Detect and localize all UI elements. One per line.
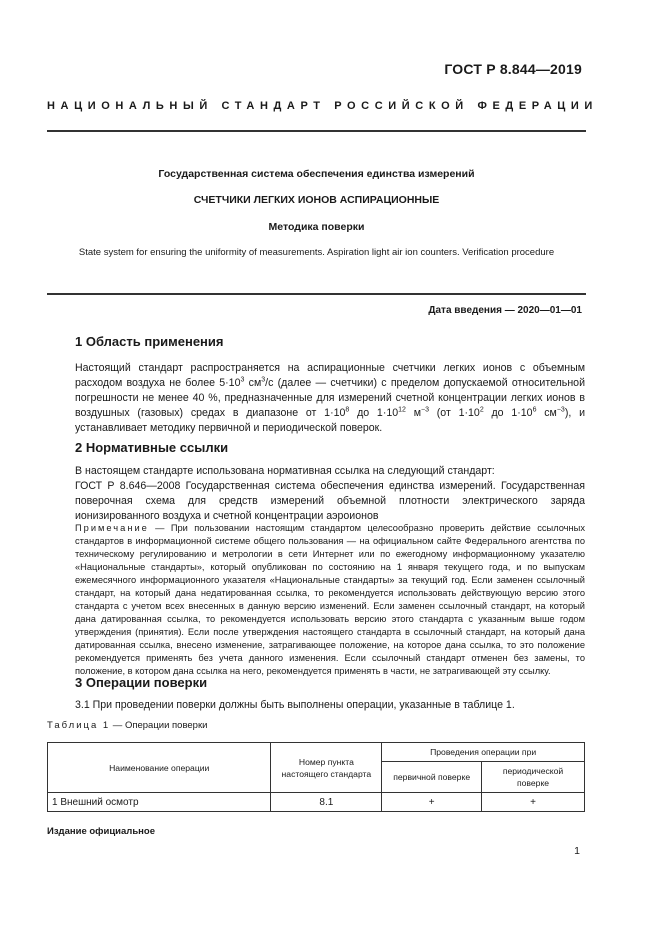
section-2-reference: ГОСТ Р 8.646—2008 Государственная система обеспечения единства измерений. Государственная поверочная схема для средств измерений объемной плотности электрического заряда ионизированного воздуха и счетной концентрации аэроионов [75,480,585,522]
text-run: см [536,407,557,419]
table-caption-label: Таблица 1 [47,720,111,731]
text-run: (от 1·10 [429,407,480,419]
superscript: 3 [261,376,266,384]
text-run: м [405,407,422,419]
cell-clause-number: 8.1 [271,793,382,812]
header-operation-name: Наименование операции [48,743,271,793]
note-paragraph [75,522,585,678]
gost-number: ГОСТ Р 8.844—2019 [444,61,582,77]
table-row [48,793,585,812]
text-run: до 1·10 [349,407,399,419]
operations-table [47,742,585,812]
title-english: State system for ensuring the uniformity of measurements. Aspiration light air ion counters. Verification procedure [78,247,555,258]
superscript: 2 [479,406,484,414]
title-main: СЧЕТЧИКИ ЛЕГКИХ ИОНОВ АСПИРАЦИОННЫЕ [193,194,440,206]
header-periodic: периодической поверке [482,762,585,793]
section-2-heading: 2 Нормативные ссылки [75,440,229,455]
section-1-heading: 1 Область применения [75,334,224,349]
header-group: Проведения операции при [382,743,585,762]
table-caption [47,720,207,731]
superscript: 8 [345,406,350,414]
note-text: — При пользовании настоящим стандартом целесообразно проверить действие ссылочных стандартов в информационной системе общего пользования — на официальном сайте Федерального агентства по техническому регулированию и метрологии в сети Интернет или по ежегодному информационному указателю «Национальные стандарты», который опубликован по состоянию на 1 января текущего года, и по выпускам ежемесячного информационного указателя «Национальные стандарты» за текущий год. Если заменен ссылочный стандарт, на который дана недатированная ссылка, то рекомендуется использовать действующую версию этого стандарта с учетом всех внесенных в данную версию изменений. Если заменен ссылочный стандарт, на который дана датированная ссылка, то рекомендуется использовать версию этого стандарта с указанным выше годом утверждения (принятия). Если после утверждения настоящего стандарта в ссылочный стандарт, на который дана датированная ссылка, внесено изменение, затрагивающее положение, на которое дана ссылка, то это положение рекомендуется применять без учета данного изменения. Если ссылочный стандарт отменен без замены, то положение, в котором дана ссылка на него, рекомендуется применять в части, не затрагивающей эту ссылку. [75,523,585,676]
official-edition: Издание официальное [47,826,155,837]
cell-primary: + [382,793,482,812]
page-number: 1 [574,845,580,857]
section-3-paragraph: 3.1 При проведении поверки должны быть выполнены операции, указанные в таблице 1. [75,699,515,711]
text-run: /с (далее — счетчики) с пределом допускаемой относительной погрешности не менее 40 %, предназначенные для измерений счетной концентрации легких ионов в воздушных (газовых) средах в диапазоне от 1·10 [75,377,585,419]
national-standard-banner: НАЦИОНАЛЬНЫЙ СТАНДАРТ РОССИЙСКОЙ ФЕДЕРАЦИИ [47,100,598,112]
title-method: Методика поверки [268,221,365,233]
title-system: Государственная система обеспечения единства измерений [158,168,475,180]
superscript: 3 [240,376,245,384]
text-run: см [244,377,262,389]
superscript: −3 [421,406,429,414]
introduction-date: Дата введения — 2020—01—01 [428,305,582,316]
text-run: ), и устанавливает методику первичной и периодической поверок. [75,407,585,434]
header-divider [47,130,586,132]
section-1-paragraph [75,361,585,436]
text-run: до 1·10 [483,407,533,419]
header-clause-number: Номер пункта настоящего стандарта [271,743,382,793]
section-2-intro: В настоящем стандарте использована нормативная ссылка на следующий стандарт: [75,465,495,477]
superscript: 6 [532,406,537,414]
cell-operation-name: 1 Внешний осмотр [48,793,271,812]
table-header-row [48,743,585,762]
title-divider [47,293,586,295]
superscript: −3 [556,406,565,414]
section-3-heading: 3 Операции поверки [75,675,208,690]
text-run: Настоящий стандарт распространяется на аспирационные счетчики легких ионов с объемным расходом воздуха не более 5·10 [75,362,585,389]
cell-periodic: + [482,793,585,812]
table-caption-text: — Операции поверки [110,720,208,731]
header-primary: первичной поверке [382,762,482,793]
note-label: Примечание [75,523,149,533]
superscript: 12 [398,406,406,414]
